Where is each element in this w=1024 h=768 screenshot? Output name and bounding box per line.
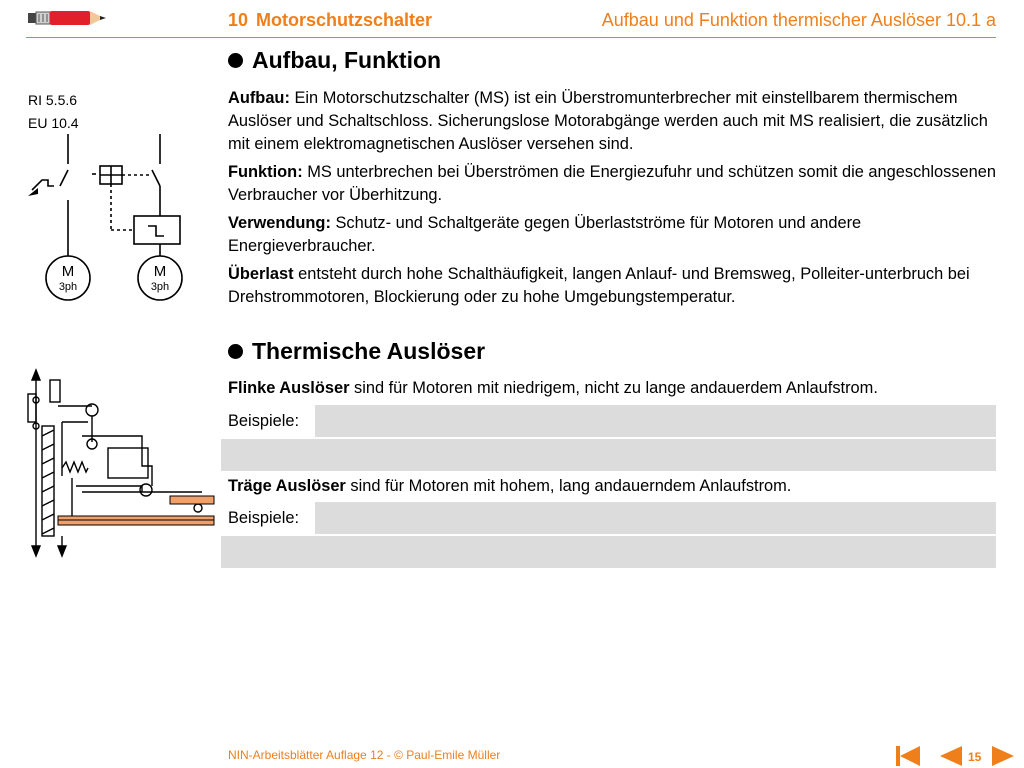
flink-label: Flinke Auslöser bbox=[228, 379, 350, 397]
example-label: Beispiele: bbox=[221, 405, 315, 437]
section-heading-thermisch bbox=[228, 338, 485, 365]
paragraph-text: entsteht durch hohe Schalthäufigkeit, langen Anlauf- und Bremsweg, Polleiter-unterbruch bei Drehstrommotoren, Blockierung oder zu hohe Umgebungstemperatur. bbox=[228, 265, 970, 306]
next-page-icon[interactable] bbox=[990, 745, 1016, 767]
traege-example-field[interactable] bbox=[315, 502, 996, 534]
chapter-name: Motorschutzschalter bbox=[256, 10, 433, 30]
topic-title: Aufbau und Funktion thermischer Auslöser 10.1 a bbox=[601, 10, 996, 30]
chapter-title bbox=[228, 10, 432, 31]
references bbox=[28, 89, 79, 135]
paragraph-text: MS unterbrechen bei Überströmen die Energiezufuhr und schützen somit die angeschlossenen Verbraucher vor Überhitzung. bbox=[228, 163, 997, 204]
reference-ri: RI 5.5.6 bbox=[28, 92, 78, 108]
motor-circuit-diagram bbox=[24, 130, 220, 302]
page-number: 15 bbox=[968, 750, 982, 764]
paragraph-label: Funktion: bbox=[228, 163, 303, 181]
first-page-icon[interactable] bbox=[894, 745, 922, 767]
paragraph-text: Schutz- und Schaltgeräte gegen Überlastströme für Motoren und andere Energieverbraucher. bbox=[228, 214, 862, 255]
bullet-icon bbox=[228, 53, 243, 68]
paragraph-aufbau bbox=[228, 87, 1003, 156]
flink-text: sind für Motoren mit niedrigem, nicht zu lange andauerdem Anlaufstrom. bbox=[349, 379, 878, 397]
reference-eu: EU 10.4 bbox=[28, 115, 79, 131]
section1-body bbox=[228, 87, 1003, 314]
flink-example-field[interactable] bbox=[315, 405, 996, 437]
motor-sub: 3ph bbox=[58, 281, 78, 293]
previous-page-icon[interactable] bbox=[938, 745, 964, 767]
flink-example-row bbox=[221, 405, 996, 437]
motor-label: M bbox=[153, 263, 167, 280]
traege-label: Träge Auslöser bbox=[228, 477, 346, 495]
section-heading-text: Aufbau, Funktion bbox=[252, 47, 442, 73]
flink-line bbox=[228, 379, 878, 398]
paragraph-label: Verwendung: bbox=[228, 214, 331, 232]
paragraph-text: Ein Motorschutzschalter (MS) ist ein Überstromunterbrecher mit einstellbarem thermischem Auslöser und Schaltschloss. Sicherungslose Motorabgänge werden auch mit MS realisiert, die zusätzlich mit einem elektromagnetischen Auslöser versehen sind. bbox=[228, 89, 988, 153]
paragraph-label: Aufbau: bbox=[228, 89, 290, 107]
chapter-number: 10 bbox=[228, 10, 249, 30]
flink-example-field-2[interactable] bbox=[221, 439, 996, 471]
switch-blade bbox=[60, 170, 68, 186]
header-divider bbox=[26, 37, 996, 38]
traege-text: sind für Motoren mit hohem, lang andauerndem Anlaufstrom. bbox=[345, 477, 792, 495]
paragraph-ueberlast bbox=[228, 263, 1003, 309]
motor-sub: 3ph bbox=[150, 281, 170, 293]
thermal-release-drawing bbox=[22, 366, 218, 558]
paragraph-label: Überlast bbox=[228, 265, 294, 283]
paragraph-verwendung bbox=[228, 212, 1003, 258]
traege-line bbox=[228, 477, 791, 496]
footer-copyright: NIN-Arbeitsblätter Auflage 12 - © Paul-Emile Müller bbox=[228, 748, 501, 762]
example-label: Beispiele: bbox=[221, 502, 315, 534]
pencil-logo-icon bbox=[26, 6, 108, 30]
traege-example-row bbox=[221, 502, 996, 534]
section-heading-aufbau bbox=[228, 47, 441, 74]
motor-label: M bbox=[61, 263, 75, 280]
paragraph-funktion bbox=[228, 161, 1003, 207]
section-heading-text: Thermische Auslöser bbox=[252, 338, 486, 364]
traege-example-field-2[interactable] bbox=[221, 536, 996, 568]
bullet-icon bbox=[228, 344, 243, 359]
